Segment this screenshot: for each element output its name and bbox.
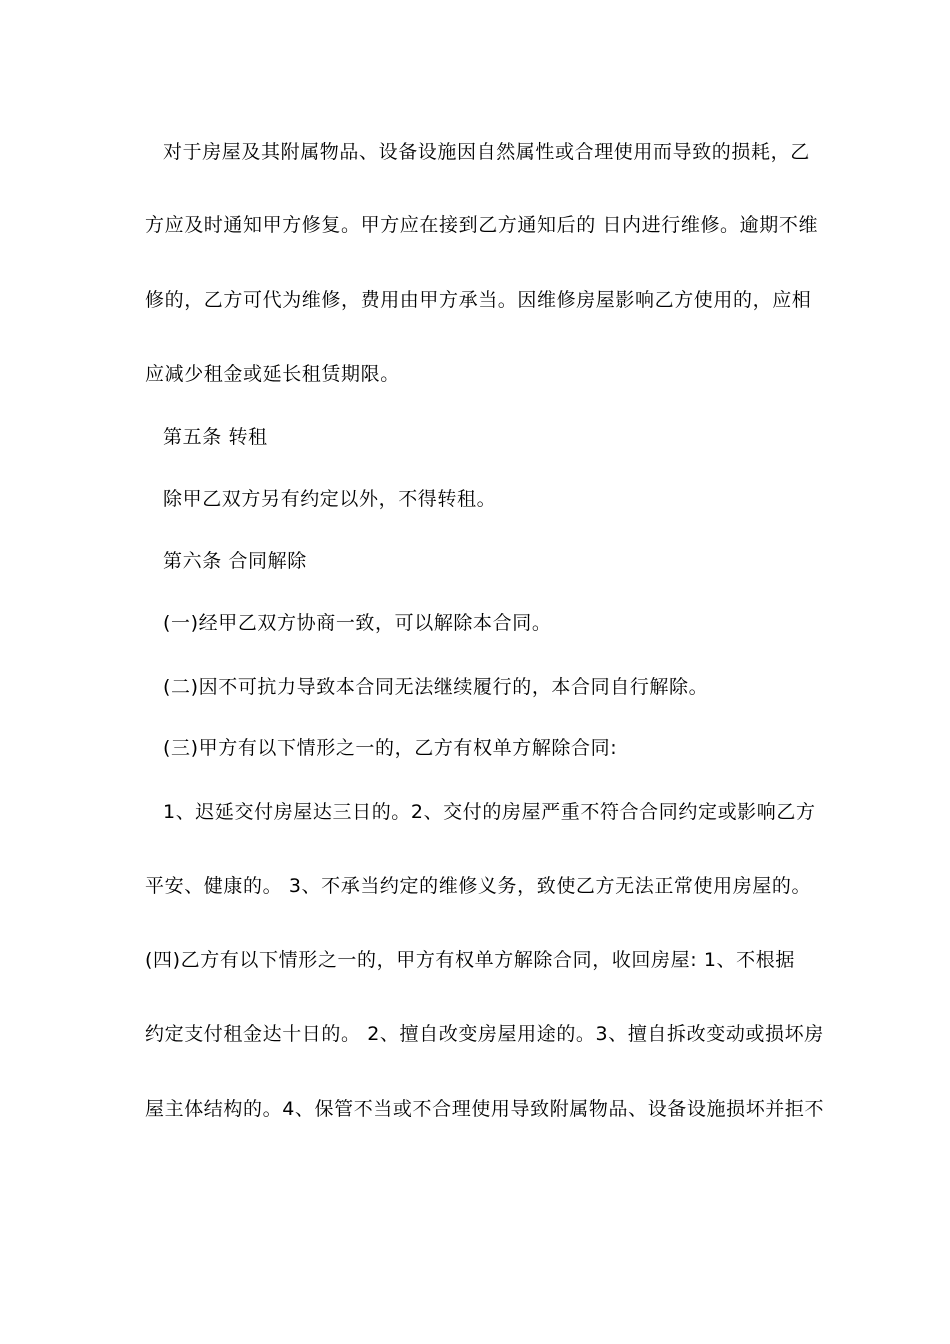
clause-line: (一)经甲乙双方协商一致，可以解除本合同。 (163, 612, 552, 634)
paragraph-line: 除甲乙双方另有约定以外，不得转租。 (163, 488, 497, 510)
paragraph-line: 方应及时通知甲方修复。甲方应在接到乙方通知后的 日内进行维修。逾期不维 (145, 214, 819, 236)
clause-line: (三)甲方有以下情形之一的，乙方有权单方解除合同: (163, 737, 618, 759)
clause-line: 1、迟延交付房屋达三日的。2、交付的房屋严重不符合合同约定或影响乙方 (163, 801, 816, 823)
clause-line: 约定支付租金达十日的。 2、擅自改变房屋用途的。3、擅自拆改变动或损坏房 (145, 1023, 824, 1045)
paragraph-line: 对于房屋及其附属物品、设备设施因自然属性或合理使用而导致的损耗，乙 (163, 141, 810, 163)
paragraph-line: 修的，乙方可代为维修，费用由甲方承当。因维修房屋影响乙方使用的，应相 (145, 289, 812, 311)
article-heading: 第五条 转租 (163, 426, 268, 448)
article-heading: 第六条 合同解除 (163, 550, 307, 572)
clause-line: (四)乙方有以下情形之一的，甲方有权单方解除合同，收回房屋: 1、不根据 (145, 949, 795, 971)
clause-line: 屋主体结构的。4、保管不当或不合理使用导致附属物品、设备设施损坏并拒不 (145, 1098, 825, 1120)
clause-line: (二)因不可抗力导致本合同无法继续履行的，本合同自行解除。 (163, 676, 709, 698)
paragraph-line: 应减少租金或延长租赁期限。 (145, 363, 400, 385)
clause-line: 平安、健康的。 3、不承当约定的维修义务，致使乙方无法正常使用房屋的。 (145, 875, 812, 897)
